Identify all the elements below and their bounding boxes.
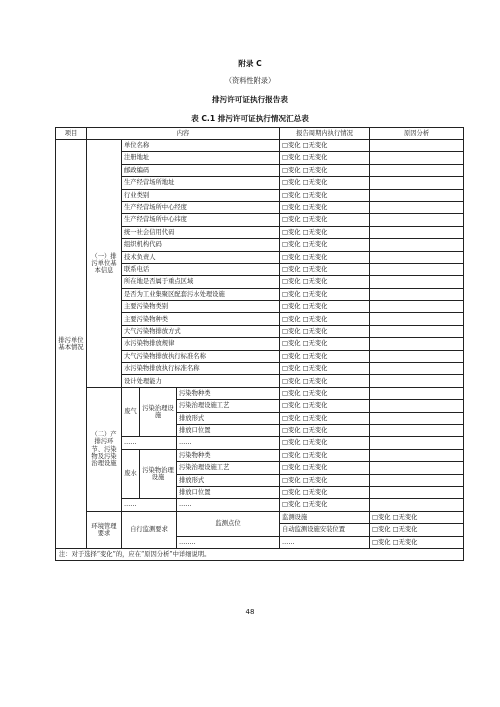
- reason-cell: [370, 214, 464, 226]
- status-options: □变化 □无变化: [280, 276, 370, 288]
- reason-cell: [370, 263, 464, 275]
- facility-sub-item: 污染治理设施工艺: [177, 462, 280, 474]
- reason-cell: [370, 486, 464, 498]
- reason-cell: [370, 437, 464, 449]
- reason-cell: [370, 288, 464, 300]
- status-options: □变化 □无变化: [280, 177, 370, 189]
- status-options: □变化 □无变化: [280, 474, 370, 486]
- status-options: □变化 □无变化: [280, 263, 370, 275]
- status-options: □变化 □无变化: [280, 462, 370, 474]
- reason-cell: [370, 152, 464, 164]
- status-options: □变化 □无变化: [280, 201, 370, 213]
- reason-cell: [370, 350, 464, 362]
- section-basic-info: 排污单位基本情况: [56, 140, 87, 549]
- status-options: □变化 □无变化: [280, 288, 370, 300]
- basic-item: 生产经营场所中心纬度: [122, 214, 280, 226]
- status-options: □变化 □无变化: [280, 301, 370, 313]
- basic-item: 行业类别: [122, 189, 280, 201]
- basic-item: 大气污染物排放方式: [122, 325, 280, 337]
- status-options: □变化 □无变化: [280, 152, 370, 164]
- reason-cell: [370, 400, 464, 412]
- ellipsis-cell: ……..: [177, 536, 280, 548]
- reason-cell: [370, 276, 464, 288]
- ellipsis-cell: ……: [177, 437, 280, 449]
- table-note: 注：对于选择“变化”的，应在“原因分析”中详细说明。: [56, 548, 464, 560]
- status-options: □变化 □无变化: [280, 412, 370, 424]
- status-options: □变化 □无变化: [280, 338, 370, 350]
- status-options: □变化 □无变化: [280, 400, 370, 412]
- basic-item: 生产经营场所地址: [122, 177, 280, 189]
- pollutant-type-label: 废水: [122, 449, 140, 499]
- reason-cell: [370, 164, 464, 176]
- facility-label: （二）产排污环节、污染物及污染治理设施: [87, 387, 122, 511]
- reason-cell: [370, 177, 464, 189]
- basic-item: 水污染物排放规律: [122, 338, 280, 350]
- monitor-point-label: 监测点位: [177, 511, 280, 536]
- table-caption: 表 C.1 排污许可证执行情况汇总表: [191, 114, 309, 123]
- appendix-nature: （资料性附录）: [224, 76, 276, 85]
- reason-cell: [370, 301, 464, 313]
- basic-item: 统一社会信用代码: [122, 226, 280, 238]
- basic-info-label: （一）排污单位基本信息: [87, 140, 122, 388]
- facility-sub-item: 排放口位置: [177, 486, 280, 498]
- basic-item: 注册地址: [122, 152, 280, 164]
- table-row: [56, 140, 464, 152]
- status-options: □变化 □无变化: [280, 387, 370, 399]
- col-header-content: 内容: [87, 128, 280, 140]
- status-options: □变化 □无变化: [280, 325, 370, 337]
- status-options: □变化 □无变化: [280, 499, 370, 511]
- status-options: □变化 □无变化: [280, 239, 370, 251]
- reason-cell: [370, 387, 464, 399]
- reason-cell: [370, 424, 464, 436]
- reason-cell: [370, 375, 464, 387]
- section-management: 环境管理要求: [87, 511, 122, 548]
- status-options: □变化 □无变化: [280, 226, 370, 238]
- facility-sub-item: 污染物种类: [177, 387, 280, 399]
- page-number: 48: [245, 608, 255, 616]
- status-options: □变化 □无变化: [280, 449, 370, 461]
- reason-cell: [370, 474, 464, 486]
- basic-item: 设计处理能力: [122, 375, 280, 387]
- ellipsis-cell: ……: [280, 536, 370, 548]
- self-monitor-label: 自行监测要求: [122, 511, 177, 548]
- facility-sub-item: 污染治理设施工艺: [177, 400, 280, 412]
- status-options: □变化 □无变化: [370, 524, 464, 536]
- basic-item: 邮政编码: [122, 164, 280, 176]
- ellipsis-cell: ……: [177, 499, 280, 511]
- reason-cell: [370, 338, 464, 350]
- reason-cell: [370, 449, 464, 461]
- reason-cell: [370, 189, 464, 201]
- reason-cell: [370, 499, 464, 511]
- basic-item: 所在地是否属于重点区域: [122, 276, 280, 288]
- basic-item: 技术负责人: [122, 251, 280, 263]
- col-header-status: 报告周期内执行情况: [280, 128, 370, 140]
- pollutant-type-label: 废气: [122, 387, 140, 437]
- status-options: □变化 □无变化: [370, 511, 464, 523]
- appendix-title: 附录 C: [238, 59, 262, 68]
- status-options: □变化 □无变化: [280, 140, 370, 152]
- table-row: [56, 511, 464, 523]
- basic-item: 生产经营场所中心经度: [122, 201, 280, 213]
- status-options: □变化 □无变化: [280, 251, 370, 263]
- table-note-row: [56, 548, 464, 560]
- col-header-item: 项目: [56, 128, 87, 140]
- col-header-reason: 原因分析: [370, 128, 464, 140]
- report-title: 排污许可证执行报告表: [212, 95, 288, 104]
- status-options: □变化 □无变化: [280, 313, 370, 325]
- status-options: □变化 □无变化: [280, 424, 370, 436]
- status-options: □变化 □无变化: [280, 486, 370, 498]
- treatment-facility-label: 污染物治理设施: [140, 449, 177, 499]
- reason-cell: [370, 325, 464, 337]
- monitor-item: 监测设施: [280, 511, 370, 523]
- status-options: □变化 □无变化: [370, 536, 464, 548]
- reason-cell: [370, 412, 464, 424]
- status-options: □变化 □无变化: [280, 375, 370, 387]
- status-options: □变化 □无变化: [280, 350, 370, 362]
- basic-item: 水污染物排放执行标准名称: [122, 363, 280, 375]
- table-header-row: [56, 128, 464, 140]
- basic-item: 主要污染物类别: [122, 301, 280, 313]
- status-options: □变化 □无变化: [280, 363, 370, 375]
- summary-table: [55, 127, 464, 561]
- treatment-facility-label: 污染治理设施: [140, 387, 177, 437]
- basic-item: 主要污染物种类: [122, 313, 280, 325]
- basic-item: 联系电话: [122, 263, 280, 275]
- basic-item: 组织机构代码: [122, 239, 280, 251]
- status-options: □变化 □无变化: [280, 189, 370, 201]
- basic-item: 大气污染物排放执行标准名称: [122, 350, 280, 362]
- reason-cell: [370, 363, 464, 375]
- reason-cell: [370, 462, 464, 474]
- reason-cell: [370, 201, 464, 213]
- basic-item: 单位名称: [122, 140, 280, 152]
- facility-sub-item: 污染物种类: [177, 449, 280, 461]
- monitor-item: 自动监测设施安装位置: [280, 524, 370, 536]
- status-options: □变化 □无变化: [280, 164, 370, 176]
- table-row: [56, 387, 464, 399]
- reason-cell: [370, 313, 464, 325]
- facility-sub-item: 排放形式: [177, 474, 280, 486]
- reason-cell: [370, 251, 464, 263]
- reason-cell: [370, 239, 464, 251]
- reason-cell: [370, 140, 464, 152]
- facility-sub-item: 排放形式: [177, 412, 280, 424]
- basic-item: 是否为工业集聚区配套污水处理设施: [122, 288, 280, 300]
- status-options: □变化 □无变化: [280, 437, 370, 449]
- reason-cell: [370, 226, 464, 238]
- ellipsis-cell: ……: [122, 499, 177, 511]
- facility-sub-item: 排放口位置: [177, 424, 280, 436]
- ellipsis-cell: ……: [122, 437, 177, 449]
- status-options: □变化 □无变化: [280, 214, 370, 226]
